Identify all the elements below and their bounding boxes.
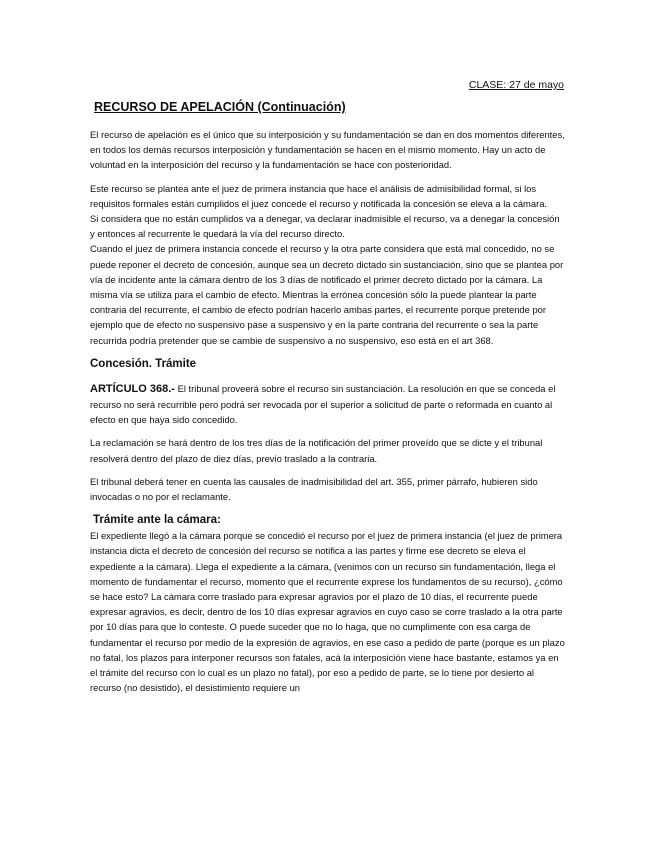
paragraph-concession: Cuando el juez de primera instancia concede el recurso y la otra parte considera que está mal concedido, no se puede reponer el decreto de concesión, aunque sea un decreto dictado sin sustanciación, sino que se plantea por vía de incidente ante la cámara dentro de los 3 días de notificado el primer decreto dictado por la cámara. La misma vía se utiliza para el cambio de efecto. Mientras la errónea concesión sólo la puede plantear la parte contraria del recurrente, el cambio de efecto podrían hacerlo ambas partes, el recurrente porque pretende por ejemplo que de efecto no suspensivo pase a suspensivo y en la parte contraria del recurrente o sea la parte recurrida podría pretender que se cambie de suspensivo a no suspensivo, eso está en el art 368. [90, 243, 564, 346]
paragraph-reclamacion: La reclamación se hará dentro de los tres días de la notificación del primer proveído que se dicte y el tribunal resolverá dentro del plazo de diez días, previo traslado a la contraria. [90, 437, 543, 464]
paragraph-intro: El recurso de apelación es el único que su interposición y su fundamentación se dan en dos momentos diferentes, en todos los demás recursos interposición y fundamentación se hacen en el mismo momento. Hay un acto de voluntad en la interposición del recurso y la fundamentación se hace con posterioridad. [90, 129, 565, 171]
article-label: ARTÍCULO 368.- [90, 382, 175, 395]
article-368-paragraph [90, 381, 566, 428]
class-date: CLASE: 27 de mayo [468, 79, 564, 91]
document-body [90, 127, 566, 696]
paragraph-denial: Si considera que no están cumplidos va a denegar, va declarar inadmisible el recurso, va a denegar la concesión y entonces al recurrente le quedará la vía del recurso directo. [90, 213, 560, 240]
document-title: RECURSO DE APELACIÓN (Continuación) [94, 100, 346, 114]
paragraph-tramite: El expediente llegó a la cámara porque se concedió el recurso por el juez de primera instancia (el juez de primera instancia dicta el decreto de concesión del recurso se notifica a las partes y firme ese decreto se eleva el expediente a la cámara). Llega el expediente a la cámara, (venimos con un recurso sin fundamentación, llega el momento de fundamentar el recurso, momento que el recurrente exprese los fundamentos de su recurso), ¿cómo se hace esto? La cámara corre traslado para expresar agravios por el plazo de 10 días, el recurrente puede expresar agravios, es decir, dentro de los 10 días expresar agravios en cuyo caso se corre traslado a la otra parte por 10 días para que lo conteste. O puede suceder que no lo haga, que no cumplimente con esa carga de fundamentar el recurso por medio de la expresión de agravios, en ese caso a pedido de parte (porque es un plazo no fatal, los plazos para interponer recursos son fatales, acá la interposición viene hace bastante, estamos ya en el trámite del recurso con lo cual es un plazo no fatal), por eso a pedido de parte, se lo tiene por desierto al recurso (no desistido), el desistimiento requiere un [90, 530, 565, 694]
article-text: El tribunal proveerá sobre el recurso sin sustanciación. La resolución en que se conceda el recurso no será recurrible pero podrá ser revocada por el superior a solicitud de parte o reformada en cuanto al efecto en que haya sido concedido. [90, 382, 556, 426]
section-heading-tramite: Trámite ante la cámara: [93, 514, 221, 527]
section-heading-concesion: Concesión. Trámite [90, 357, 197, 370]
paragraph-admissibility: Este recurso se plantea ante el juez de primera instancia que hace el análisis de admisibilidad formal, si los requisitos formales están cumplidos el juez concede el recurso y notificada la concesión se eleva a la cámara. [90, 182, 548, 209]
paragraph-tribunal: El tribunal deberá tener en cuenta las causales de inadmisibilidad del art. 355, primer párrafo, hubieren sido invocadas o no por el reclamante. [90, 475, 538, 503]
